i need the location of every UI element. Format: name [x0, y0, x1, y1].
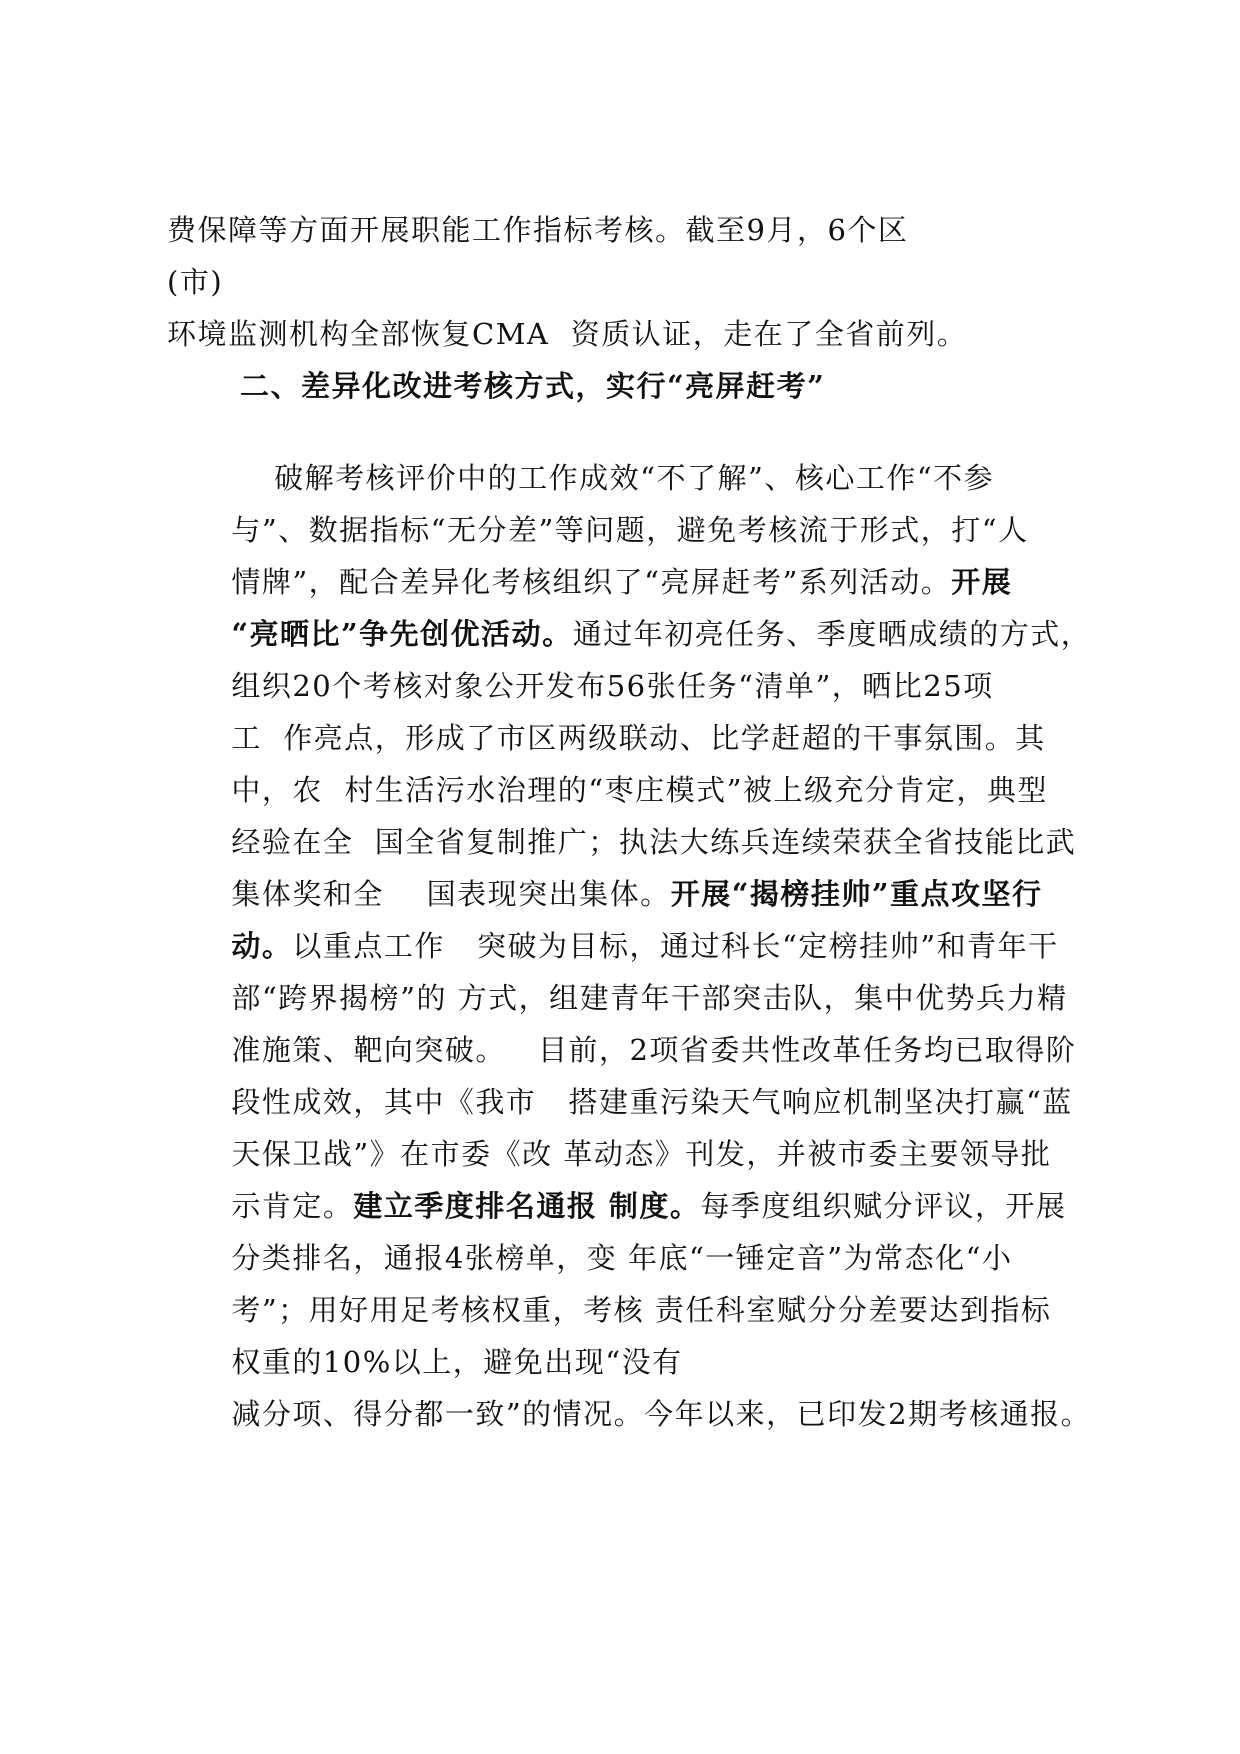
body-text: 与”、数据指标“无分差”等问题，避免考核流于形式，打“人	[231, 513, 1029, 547]
body-text: 每季度组织赋分评议，开展	[700, 1189, 1067, 1223]
body-text: 以重点工作 突破为目标，通过科长“定榜挂帅”和青年干	[292, 929, 1059, 963]
body-text: 考”；用好用足考核权重，考核 责任科室赋分分差要达到指标	[231, 1293, 1052, 1327]
body-text: 部“跨界揭榜”的 方式，组建青年干部突击队，集中优势兵力精	[231, 981, 1068, 1015]
body-text: 权重的10%以上，避免出现“没有	[231, 1345, 683, 1379]
body-text: 中，农 村生活污水治理的“枣庄模式”被上级充分肯定，典型	[231, 773, 1048, 807]
body-text: 集体奖和全 国表现突出集体。	[231, 877, 671, 911]
bold-subheading: “亮晒比”争先创优活动。	[231, 617, 573, 651]
body-text: 分类排名，通报4张榜单，变 年底“一锤定音”为常态化“小	[231, 1241, 1013, 1275]
body-text: 减分项、得分都一致”的情况。今年以来，已印发2期考核通报。	[231, 1397, 1092, 1431]
body-text: 通过年初亮任务、季度晒成绩的方式，	[572, 617, 1092, 651]
intro-line-3: 环境监测机构全部恢复CMA 资质认证，走在了全省前列。	[167, 317, 968, 351]
body-text: 准施策、靶向突破。 目前，2项省委共性改革任务均已取得阶	[231, 1033, 1077, 1067]
body-text: 组织20个考核对象公开发布56张任务“清单”，晒比25项	[231, 669, 994, 703]
section-heading: 二、差异化改进考核方式，实行“亮屏赶考”	[240, 369, 826, 403]
bold-subheading: 动。	[231, 929, 293, 963]
intro-line-1: 费保障等方面开展职能工作指标考核。截至9月，6个区	[167, 213, 909, 247]
body-text: 段性成效，其中《我市 搭建重污染天气响应机制坚决打赢“蓝	[231, 1085, 1073, 1119]
body-text: 示肯定。	[231, 1189, 354, 1223]
body-text: 经验在全 国全省复制推广；执法大练兵连续荣获全省技能比武	[231, 825, 1077, 859]
bold-subheading: 开展“揭榜挂帅”重点攻坚行	[670, 877, 1043, 911]
intro-line-2: (市)	[167, 265, 224, 299]
body-text: 破解考核评价中的工作成效“不了解”、核心工作“不参	[231, 461, 995, 495]
body-text: 天保卫战”》在市委《改 革动态》刊发，并被市委主要领导批	[231, 1137, 1052, 1171]
body-text: 工 作亮点，形成了市区两级联动、比学赶超的干事氛围。其	[231, 721, 1046, 755]
bold-subheading: 开展	[951, 565, 1013, 599]
body-line	[167, 1354, 1091, 1474]
body-text: 情牌”，配合差异化考核组织了“亮屏赶考”系列活动。	[231, 565, 952, 599]
bold-subheading: 建立季度排名通报 制度。	[353, 1189, 701, 1223]
